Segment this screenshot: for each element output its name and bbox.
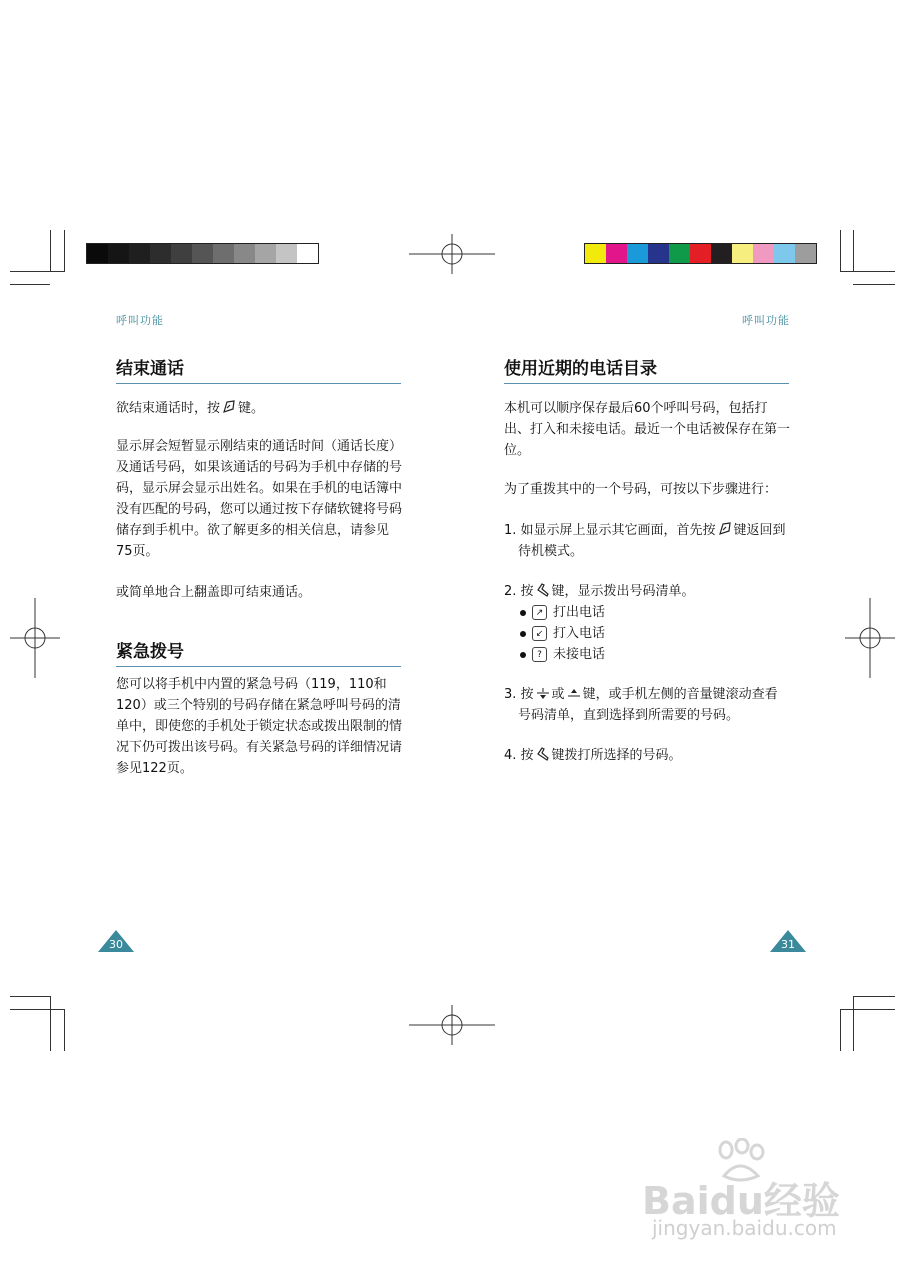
watermark-brand: Baidu经验 xyxy=(642,1179,840,1223)
crop-mark xyxy=(10,284,50,285)
text: 打入电话 xyxy=(553,626,606,641)
paragraph-emergency: 您可以将手机中内置的紧急号码（119，110和120）或三个特别的号码存储在紧急呼叫号码的清单中，即使您的手机处于锁定状态或拨出限制的情况下仍可拨出该号码。有关紧急号码的详细情况请参见122页。 xyxy=(116,677,403,776)
running-header-right: 呼叫功能 xyxy=(742,314,790,327)
text: 键。 xyxy=(238,401,265,416)
text: 键，或手机左侧的音量键滚动查看 xyxy=(582,687,778,702)
paragraph-end-call-instruction xyxy=(116,398,401,419)
scroll-down-key-icon xyxy=(535,685,551,701)
color-swatch xyxy=(297,244,318,263)
text: 号码清单，直到选择到所需要的号码。 xyxy=(518,708,740,723)
color-swatch xyxy=(150,244,171,263)
crop-mark xyxy=(853,284,895,285)
color-swatch xyxy=(606,244,627,263)
registration-mark-top xyxy=(409,234,495,274)
crop-mark xyxy=(853,230,854,272)
color-swatch xyxy=(732,244,753,263)
color-swatch xyxy=(255,244,276,263)
send-key-icon xyxy=(535,746,551,762)
crop-mark xyxy=(10,271,64,272)
color-swatch xyxy=(648,244,669,263)
color-swatch xyxy=(129,244,150,263)
watermark-url: jingyan.baidu.com xyxy=(652,1216,837,1240)
color-swatch xyxy=(690,244,711,263)
text: 键，显示拨出号码清单。 xyxy=(551,584,695,599)
step-4 xyxy=(504,745,791,766)
call-type-list xyxy=(520,602,605,665)
paragraph-call-duration: 显示屏会短暂显示刚结束的通话时间（通话长度）及通话号码，如果该通话的号码为手机中存储的号码，显示屏会显示出姓名。如果在手机的电话簿中没有匹配的号码，您可以通过按下存储软键将号码储存到手机中。欲了解更多的相关信息，请参见75页。 xyxy=(116,439,403,559)
color-swatch xyxy=(627,244,648,263)
section-title-emergency: 紧急拨号 xyxy=(116,637,401,667)
missed-call-icon: ? xyxy=(532,647,547,662)
grayscale-color-bar xyxy=(86,243,319,264)
text: 或 xyxy=(551,687,565,702)
color-swatch xyxy=(711,244,732,263)
crop-mark xyxy=(853,996,854,1051)
paragraph-recent-calls: 本机可以顺序保存最后60个呼叫号码，包括打出、打入和未接电话。最近一个电话被保存在第一位。 xyxy=(504,401,791,458)
crop-mark xyxy=(10,1009,64,1010)
color-swatch xyxy=(585,244,606,263)
color-swatch xyxy=(669,244,690,263)
text: 打出电话 xyxy=(553,605,606,620)
step-3 xyxy=(504,684,791,726)
section-title-recent-calls: 使用近期的电话目录 xyxy=(504,354,789,384)
color-swatch xyxy=(774,244,795,263)
text: 键返回到 xyxy=(733,523,786,538)
running-header-left: 呼叫功能 xyxy=(116,314,164,327)
color-swatch xyxy=(87,244,108,263)
paragraph-close-flip: 或简单地合上翻盖即可结束通话。 xyxy=(116,585,312,600)
registration-mark-right xyxy=(845,598,895,678)
section-title-end-call: 结束通话 xyxy=(116,354,401,384)
crop-mark xyxy=(840,1009,841,1051)
registration-mark-left xyxy=(10,598,60,678)
text: 未接电话 xyxy=(553,647,606,662)
list-item xyxy=(520,623,605,644)
color-swatch xyxy=(171,244,192,263)
registration-mark-bottom xyxy=(409,1005,495,1045)
crop-mark xyxy=(64,230,65,272)
list-item xyxy=(520,602,605,623)
crop-mark xyxy=(840,271,895,272)
color-swatch xyxy=(753,244,774,263)
outgoing-call-icon: ↗ xyxy=(532,605,547,620)
crop-mark xyxy=(840,230,841,272)
color-swatch xyxy=(276,244,297,263)
crop-mark xyxy=(10,996,50,997)
text: 4. 按 xyxy=(504,748,534,763)
crop-mark xyxy=(64,1009,65,1051)
page-number-right: 31 xyxy=(781,938,795,951)
end-key-icon xyxy=(717,521,733,537)
color-swatch xyxy=(108,244,129,263)
bullet-icon xyxy=(520,610,526,616)
scroll-up-key-icon xyxy=(566,685,582,701)
text: 1. 如显示屏上显示其它画面，首先按 xyxy=(504,523,716,538)
text: 3. 按 xyxy=(504,687,534,702)
list-item xyxy=(520,644,605,665)
text: 键拨打所选择的号码。 xyxy=(551,748,682,763)
text: 待机模式。 xyxy=(518,544,584,559)
step-2 xyxy=(504,581,791,602)
end-key-icon xyxy=(221,399,237,415)
text: 欲结束通话时，按 xyxy=(116,401,221,416)
color-swatch xyxy=(234,244,255,263)
text: 2. 按 xyxy=(504,584,534,599)
crop-mark xyxy=(840,1009,895,1010)
bullet-icon xyxy=(520,652,526,658)
page-number-left: 30 xyxy=(109,938,123,951)
color-swatch xyxy=(192,244,213,263)
crop-mark xyxy=(853,996,895,997)
crop-mark xyxy=(50,996,51,1051)
process-color-bar xyxy=(584,243,817,264)
step-1 xyxy=(504,520,791,562)
color-swatch xyxy=(795,244,816,263)
paragraph-redial-intro: 为了重拨其中的一个号码，可按以下步骤进行： xyxy=(504,482,778,497)
crop-mark xyxy=(50,230,51,272)
incoming-call-icon: ↙ xyxy=(532,626,547,641)
bullet-icon xyxy=(520,631,526,637)
send-key-icon xyxy=(535,582,551,598)
color-swatch xyxy=(213,244,234,263)
